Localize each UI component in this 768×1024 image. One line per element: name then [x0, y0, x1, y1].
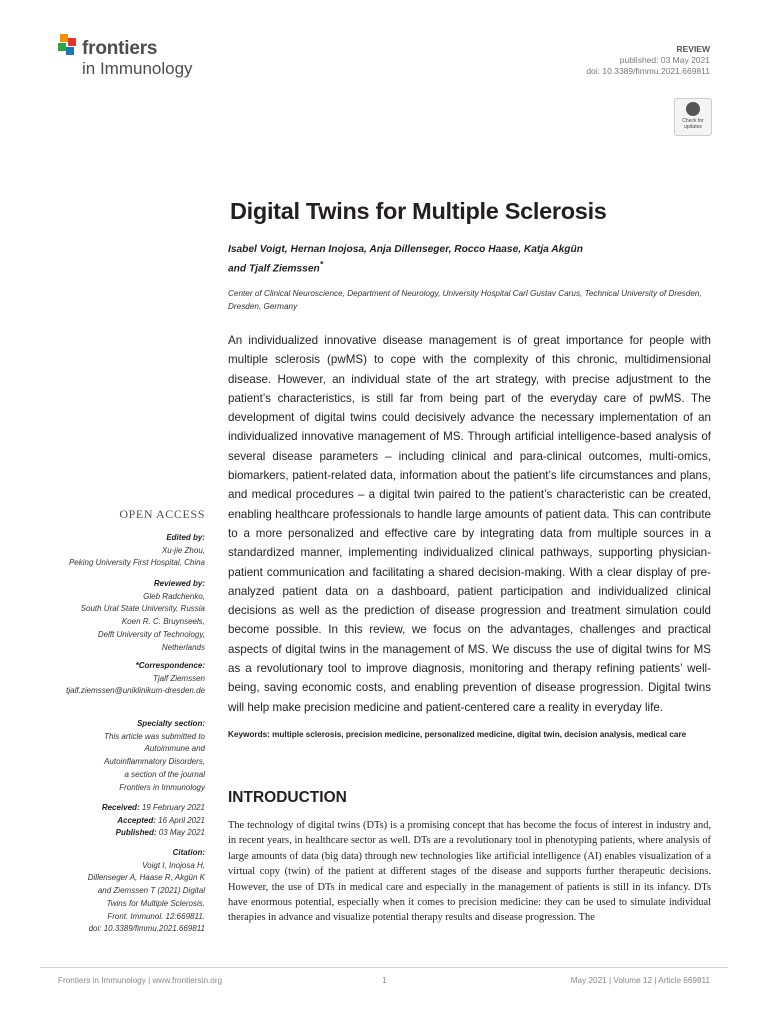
correspondence-email[interactable]: tjalf.ziemssen@uniklinikum-dresden.de [66, 686, 205, 696]
specialty-section [104, 718, 205, 794]
reviewer-line: South Ural State University, Russia [80, 604, 205, 614]
footer-issue: May 2021 | Volume 12 | Article 669811 [570, 976, 710, 985]
edited-by-section [69, 532, 205, 570]
author-list [228, 243, 648, 276]
specialty-line: This article was submitted to [104, 731, 205, 741]
article-title: Digital Twins for Multiple Sclerosis [230, 198, 607, 224]
footer-divider [40, 967, 728, 968]
check-for-updates-label: Check for updates [682, 118, 704, 130]
citation-line[interactable]: doi: 10.3389/fimmu.2021.669811 [88, 924, 205, 934]
editor-line: Peking University First Hospital, China [68, 558, 205, 568]
specialty-line: Autoinflammatory Disorders, [104, 757, 205, 767]
published-date: published: 03 May 2021 [619, 55, 710, 65]
doi[interactable]: doi: 10.3389/fimmu.2021.669811 [586, 66, 710, 76]
correspondence-heading: *Correspondence: [135, 661, 205, 670]
affiliation: Center of Clinical Neuroscience, Department of Neurology, University Hospital Carl Gustav Carus, Technical University of Dresden, Dresden, Germany [228, 289, 702, 311]
specialty-heading: Specialty section: [136, 719, 205, 728]
journal-name: frontiers [82, 38, 158, 59]
keywords [228, 728, 711, 741]
authors-line-2: and Tjalf Ziemssen [228, 263, 320, 275]
reviewer-line: Gleb Radchenko, [143, 591, 205, 601]
published-heading: Published: [115, 828, 157, 838]
accepted-heading: Accepted: [117, 815, 156, 825]
correspondence-name: Tjalf Ziemssen [152, 673, 205, 683]
published-date-side: 03 May 2021 [158, 828, 205, 838]
citation-section [88, 847, 205, 936]
keywords-list: multiple sclerosis, precision medicine, personalized medicine, digital twin, decision analysis, medical care [272, 730, 687, 739]
footer-journal[interactable]: Frontiers in Immunology | www.frontiersin.org [58, 976, 223, 985]
frontiers-logo-icon [58, 34, 80, 60]
citation-line: Twins for Multiple Sclerosis. [106, 898, 205, 908]
abstract: An individualized innovative disease management is of great importance for people with multiple sclerosis (pwMS) to cope with the complexity of this chronic, multidimensional disease. However, an individual state of the art strategy, with precise adjustment to the patient’s characteristics, is still far from being part of the everyday care of pwMS. The development of digital twins could decisively advance the necessary implementation of an individualized innovative management of MS. Through artificial intelligence-based analysis of several disease parameters – including clinical and para-clinical outcomes, multi-omics, biomarkers, patient-related data, information about the patient’s life circumstances and plans, and medical procedures – a digital twin paired to the patient’s characteristic can be created, enabling healthcare professionals to handle large amounts of patient data. This can contribute to a more personalized and effective care by integrating data from multiple sources in a standardized manner, implementing individualized clinical pathways, supporting physician-patient communication and facilitating a shared decision-making. With a clear display of pre-analyzed patient data on a dashboard, patient participation and individualized clinical decisions as well as the prediction of disease progression and treatment simulation could become possible. In this review, we focus on the advantages, challenges and practical aspects of digital twins in the management of MS. We discuss the use of digital twins for MS as a revolutionary tool to improve diagnosis, monitoring and therapy refining patients’ well-being, saving economic costs, and enabling prevention of disease progression. Digital twins will help make precision medicine and patient-centered care a reality in everyday life. [228, 334, 711, 714]
edited-by-heading: Edited by: [166, 533, 205, 542]
correspondence-section [66, 660, 205, 698]
keywords-label: Keywords: [228, 730, 270, 739]
journal-logo [58, 34, 218, 82]
corresponding-mark: * [319, 259, 324, 269]
dates-section [102, 802, 205, 840]
section-heading: INTRODUCTION [228, 789, 347, 806]
specialty-line: Autoimmune and [144, 744, 205, 754]
received-heading: Received: [101, 803, 140, 812]
specialty-line: Frontiers in Immunology [119, 782, 205, 792]
intro-paragraph: The technology of digital twins (DTs) is a promising concept that has become the focus of interest in industry and, in recent years, in healthcare sector as well. DTs are a revolutionary tool in phenotyping patients, where analysis of large amounts of data (big data) through new technologies like artificial intelligence (AI) enables visualization of a virtual copy (twin) of the patient at different stages of the disease and supports further therapeutic decisions. However, the use of DTs in medical care and especially in the management of patients is still in its infancy. DTs have enormous potential, especially when it comes to precision medicine: they can be used to simulate individual therapies in advance and visualize potential therapy results and disease progression. The [228, 820, 711, 924]
specialty-line: a section of the journal [124, 769, 205, 779]
journal-subname: in Immunology [82, 59, 193, 78]
page-number: 1 [382, 976, 387, 985]
reviewer-line: Netherlands [161, 642, 205, 652]
citation-line: Front. Immunol. 12:669811. [107, 911, 205, 921]
article-type: REVIEW [676, 44, 710, 54]
citation-line: and Ziemssen T (2021) Digital [97, 886, 205, 896]
reviewed-by-section [81, 578, 205, 654]
citation-line: Voigt I, Inojosa H, [142, 860, 205, 870]
article-meta [586, 44, 710, 77]
open-access-label: OPEN ACCESS [119, 507, 205, 521]
editor-line: Xu-jie Zhou, [161, 545, 205, 555]
accepted-date: 16 April 2021 [158, 815, 205, 825]
authors-line-1: Isabel Voigt, Hernan Inojosa, Anja Dillenseger, Rocco Haase, Katja Akgün [228, 244, 583, 255]
received-date: 19 February 2021 [141, 803, 205, 812]
reviewed-by-heading: Reviewed by: [153, 579, 205, 588]
citation-line: Dillenseger A, Haase R, Akgün K [87, 873, 205, 883]
update-icon [686, 102, 700, 116]
citation-heading: Citation: [172, 848, 205, 857]
reviewer-line: Delft University of Technology, [97, 629, 205, 639]
reviewer-line: Koen R. C. Bruynseels, [121, 617, 205, 627]
check-for-updates-badge[interactable] [674, 98, 712, 136]
